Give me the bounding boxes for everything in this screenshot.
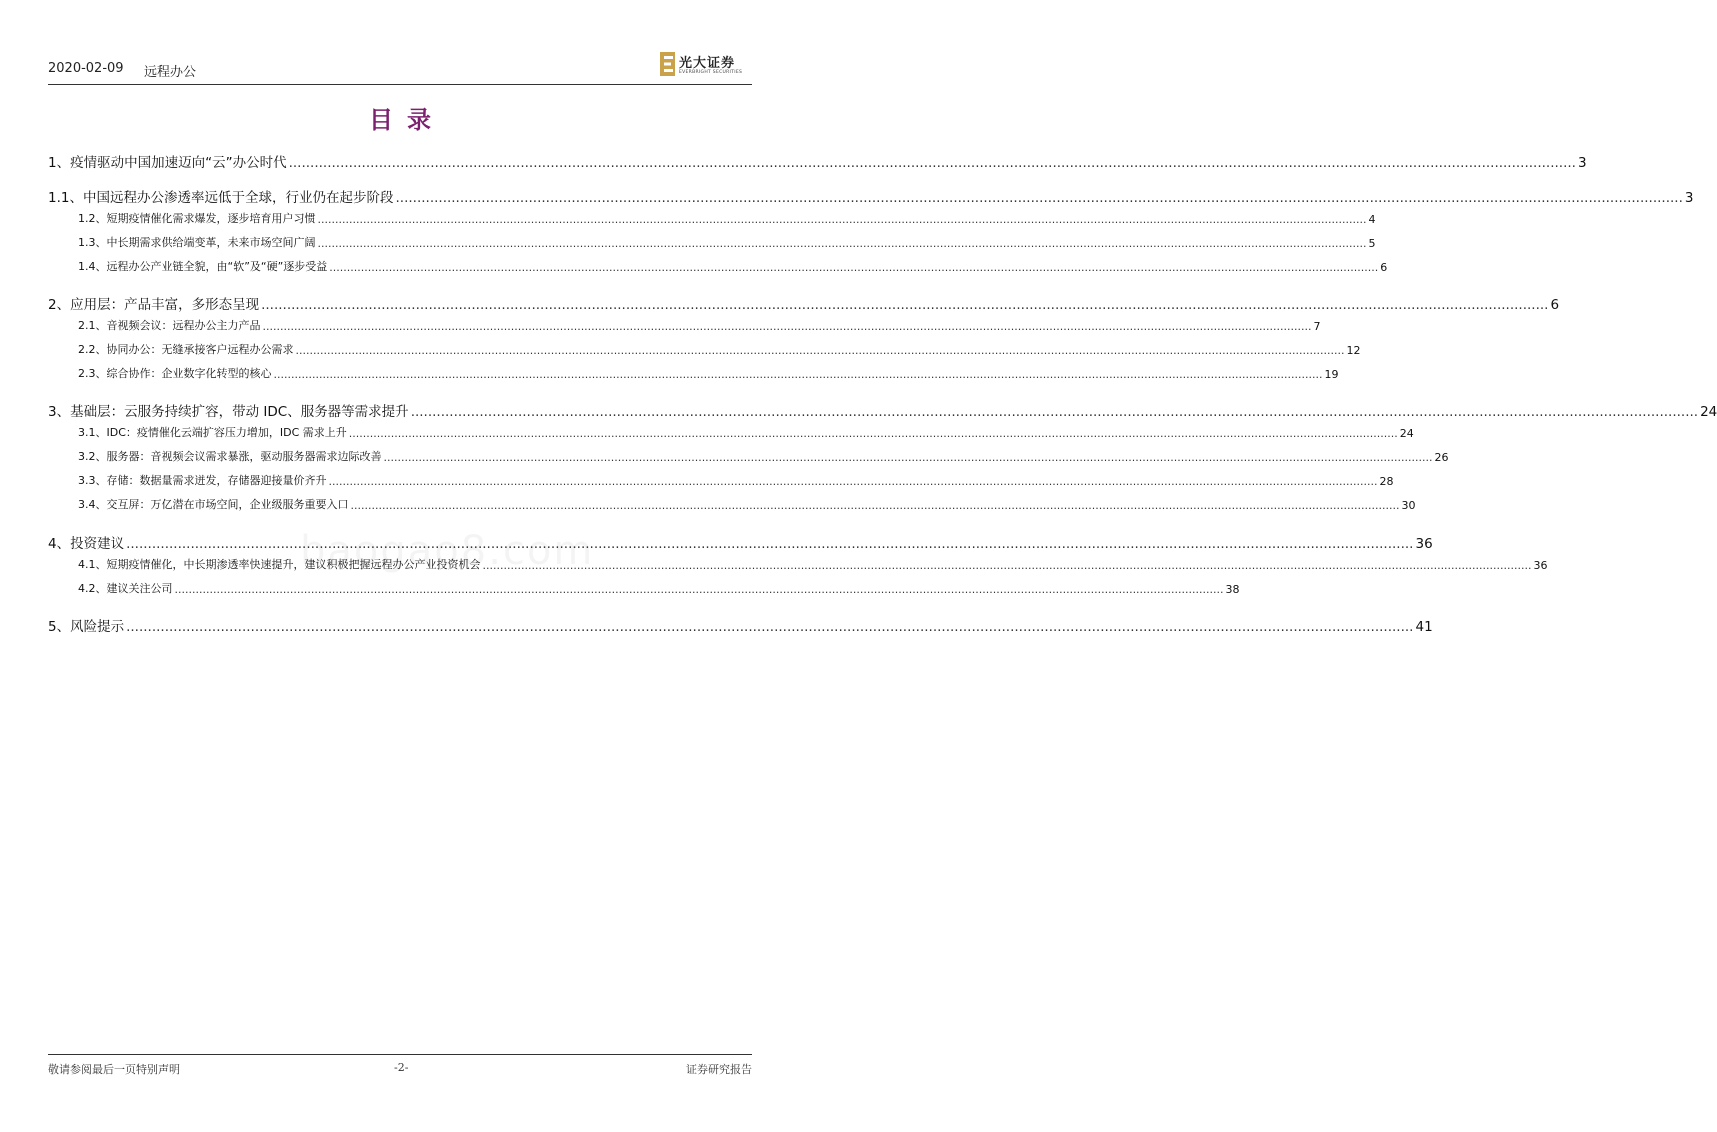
footer-report-type: 证券研究报告 xyxy=(686,1063,752,1076)
toc-entry-title: 服务器：音视频会议需求暴涨，驱动服务器需求边际改善 xyxy=(106,450,382,463)
toc-entry[interactable] xyxy=(78,210,1376,226)
toc-entry-title: 建议关注公司 xyxy=(106,582,173,595)
toc-entry[interactable] xyxy=(78,341,1361,357)
logo-chinese-name: 光大证券 xyxy=(679,56,736,71)
toc-entry-page: 24 xyxy=(1399,427,1414,440)
toc-entry-title: 基础层：云服务持续扩容，带动 IDC、服务器等需求提升 xyxy=(70,404,409,420)
toc-dot-leader: ............................................................................................................................................................................................................................................................................................................ xyxy=(328,475,1378,488)
toc-title: 目录 xyxy=(369,106,445,134)
toc-entry-number: 4.2、 xyxy=(78,582,107,595)
toc-entry-page: 6 xyxy=(1380,261,1388,274)
toc-entry-number: 4、 xyxy=(48,536,71,552)
logo-mark-icon xyxy=(660,52,675,76)
toc-entry-page: 41 xyxy=(1415,619,1433,635)
toc-entry[interactable] xyxy=(48,293,1560,313)
toc-entry-title: 应用层：产品丰富，多形态呈现 xyxy=(70,297,260,313)
toc-entry-title: 远程办公产业链全貌，由“软”及“硬”逐步受益 xyxy=(106,260,328,273)
toc-dot-leader: ............................................................................................................................................................................................................................................................................................................ xyxy=(273,368,1323,381)
toc-entry[interactable] xyxy=(78,424,1414,440)
toc-entry-number: 3.2、 xyxy=(78,450,107,463)
toc-entry-page: 24 xyxy=(1700,404,1717,420)
toc-entry-page: 4 xyxy=(1368,213,1376,226)
toc-dot-leader: ............................................................................................................................................................................................................................................................................................................ xyxy=(295,344,1345,357)
toc-entry-number: 2.3、 xyxy=(78,367,107,380)
toc-entry-title: 疫情驱动中国加速迈向“云”办公时代 xyxy=(70,155,287,171)
toc-entry-number: 3.1、 xyxy=(78,426,107,439)
toc-entry-page: 26 xyxy=(1434,451,1449,464)
toc-entry-number: 2.2、 xyxy=(78,343,107,356)
toc-entry-number: 1.3、 xyxy=(78,236,107,249)
toc-entry-page: 12 xyxy=(1346,344,1361,357)
toc-dot-leader: ............................................................................................................................................................................................................................................................................................................ xyxy=(317,237,1367,250)
toc-dot-leader: ............................................................................................................................................................................................................................................................................................................ xyxy=(482,559,1532,572)
toc-dot-leader: ............................................................................................................................................................................................................................................................................................................ xyxy=(288,155,1576,171)
toc-entry-title: 投资建议 xyxy=(70,536,125,552)
toc-dot-leader: ............................................................................................................................................................................................................................................................................................................ xyxy=(395,190,1683,206)
toc-entry-number: 1.1、 xyxy=(48,190,83,206)
toc-entry-number: 3.3、 xyxy=(78,474,107,487)
toc-dot-leader: ............................................................................................................................................................................................................................................................................................................ xyxy=(262,320,1312,333)
toc-dot-leader: ............................................................................................................................................................................................................................................................................................................ xyxy=(126,619,1414,635)
toc-entry[interactable] xyxy=(78,258,1388,274)
page-header xyxy=(48,50,752,85)
toc-entry-page: 7 xyxy=(1313,320,1321,333)
toc-dot-leader: ............................................................................................................................................................................................................................................................................................................ xyxy=(329,261,1379,274)
report-date: 2020-02-09 xyxy=(48,61,124,76)
toc-entry-title: 交互屏：万亿潜在市场空间，企业级服务重要入口 xyxy=(106,498,349,511)
toc-entry-title: 中国远程办公渗透率远低于全球，行业仍在起步阶段 xyxy=(82,190,394,206)
toc-entry-number: 3、 xyxy=(48,404,71,420)
toc-entry[interactable] xyxy=(48,151,1587,171)
toc-entry[interactable] xyxy=(48,186,1694,206)
toc-entry[interactable] xyxy=(48,532,1433,552)
report-topic: 远程办公 xyxy=(144,65,197,80)
toc-entry[interactable] xyxy=(78,556,1548,572)
toc-entry[interactable] xyxy=(78,580,1240,596)
toc-entry-page: 3 xyxy=(1577,155,1587,171)
toc-entry[interactable] xyxy=(48,615,1433,635)
toc-entry-title: 存储：数据量需求迸发，存储器迎接量价齐升 xyxy=(106,474,327,487)
toc-entry[interactable] xyxy=(78,365,1339,381)
toc-entry[interactable] xyxy=(78,472,1394,488)
toc-entry[interactable] xyxy=(48,400,1717,420)
toc-entry-page: 19 xyxy=(1324,368,1339,381)
toc-entry-title: IDC：疫情催化云端扩容压力增加，IDC 需求上升 xyxy=(106,426,347,439)
toc-dot-leader: ............................................................................................................................................................................................................................................................................................................ xyxy=(261,297,1549,313)
toc-dot-leader: ............................................................................................................................................................................................................................................................................................................ xyxy=(383,451,1433,464)
toc-entry-title: 音视频会议：远程办公主力产品 xyxy=(106,319,261,332)
toc-entry-number: 3.4、 xyxy=(78,498,107,511)
toc-entry-page: 6 xyxy=(1550,297,1560,313)
toc-entry-page: 38 xyxy=(1225,583,1240,596)
logo-english-name: EVERBRIGHT SECURITIES xyxy=(679,70,743,75)
toc-entry-title: 中长期需求供给端变革，未来市场空间广阔 xyxy=(106,236,316,249)
toc-dot-leader: ............................................................................................................................................................................................................................................................................................................ xyxy=(350,499,1400,512)
toc-entry[interactable] xyxy=(78,496,1416,512)
toc-entry-page: 30 xyxy=(1401,499,1416,512)
everbright-logo xyxy=(660,50,752,80)
toc-entry-title: 风险提示 xyxy=(70,619,125,635)
toc-dot-leader: ............................................................................................................................................................................................................................................................................................................ xyxy=(348,427,1398,440)
toc-entry[interactable] xyxy=(78,448,1449,464)
toc-dot-leader: ............................................................................................................................................................................................................................................................................................................ xyxy=(410,404,1699,420)
toc-entry-page: 36 xyxy=(1533,559,1548,572)
toc-entry-page: 3 xyxy=(1684,190,1694,206)
toc-dot-leader: ............................................................................................................................................................................................................................................................................................................ xyxy=(317,213,1367,226)
toc-entry-page: 5 xyxy=(1368,237,1376,250)
footer-disclaimer: 敬请参阅最后一页特别声明 xyxy=(48,1063,180,1076)
toc-dot-leader: ............................................................................................................................................................................................................................................................................................................ xyxy=(126,536,1414,552)
toc-entry-title: 短期疫情催化需求爆发，逐步培育用户习惯 xyxy=(106,212,316,225)
toc-entry-number: 1.4、 xyxy=(78,260,107,273)
toc-entry-title: 综合协作：企业数字化转型的核心 xyxy=(106,367,272,380)
page-number: -2- xyxy=(394,1061,409,1074)
toc-entry[interactable] xyxy=(78,234,1376,250)
toc-entry-number: 2.1、 xyxy=(78,319,107,332)
toc-entry-number: 1、 xyxy=(48,155,71,171)
page-footer xyxy=(48,1054,752,1077)
toc-dot-leader: ............................................................................................................................................................................................................................................................................................................ xyxy=(174,583,1224,596)
toc-entry-title: 协同办公：无缝承接客户远程办公需求 xyxy=(106,343,294,356)
toc-entry-title: 短期疫情催化，中长期渗透率快速提升，建议积极把握远程办公产业投资机会 xyxy=(106,558,481,571)
toc-entry-number: 5、 xyxy=(48,619,71,635)
toc-entry-number: 1.2、 xyxy=(78,212,107,225)
toc-entry-number: 4.1、 xyxy=(78,558,107,571)
toc-entry[interactable] xyxy=(78,317,1321,333)
toc-entry-page: 28 xyxy=(1379,475,1394,488)
toc-entry-number: 2、 xyxy=(48,297,71,313)
toc-entry-page: 36 xyxy=(1415,536,1433,552)
